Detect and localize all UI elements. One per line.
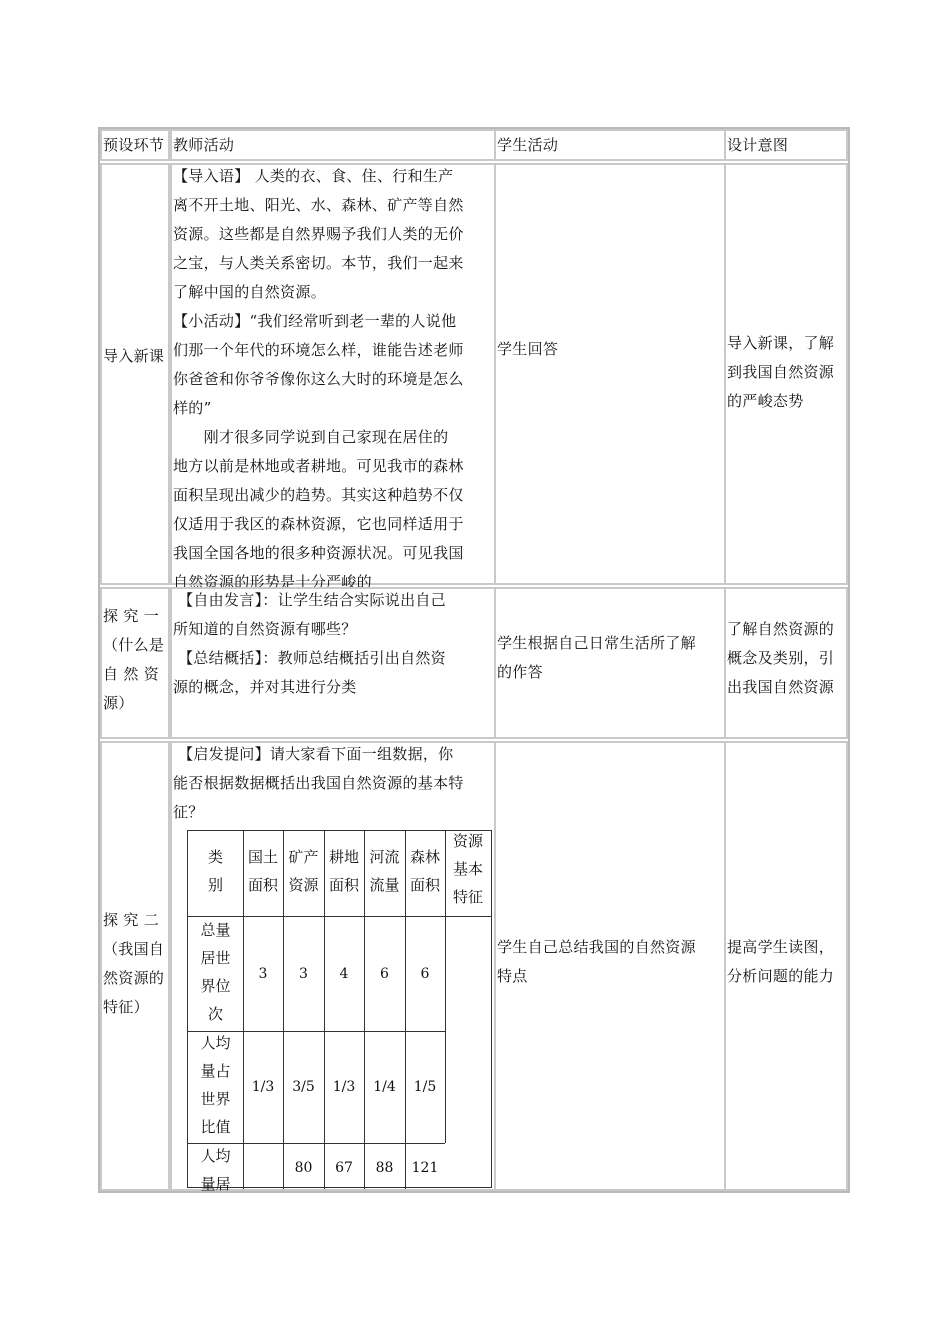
row1-teacher-line: 你爸爸和你爷爷像你这么大时的环境是怎么 [173,370,464,388]
row2-intent-line: 概念及类别，引 [727,649,835,667]
row1-teacher-cell [170,163,496,591]
row3-stage-cell [100,741,170,1191]
data-table-col-header-line: 基本 [452,860,483,878]
data-table-value: 3 [258,966,268,982]
header-stage-cell [100,129,170,161]
data-table-col-header [364,843,405,899]
data-table-col-header [324,843,364,899]
row1-stage-cell [100,163,170,585]
row3-stage-line: 然资源的 [103,969,165,987]
data-table-value: 80 [294,1160,313,1176]
data-table-col-header-line: 资源 [452,832,483,850]
header-stage: 预设环节 [103,136,165,154]
data-table-value: 6 [380,966,389,982]
data-table-col-header-line: 面积 [409,876,440,894]
row1-teacher-line: 离不开土地、阳光、水、森林、矿产等自然 [173,196,464,214]
data-table-row-label-line: 量居 [200,1175,231,1193]
data-table-col-header-line: 森林 [409,848,440,866]
row2-teacher-line: 【总结概括】：教师总结概括引出自然资 [173,649,446,667]
data-table-row-label-line: 量占 [200,1062,231,1080]
row3-student-line: 学生自己总结我国的自然资源 [497,938,696,956]
data-table-value: 88 [375,1160,394,1176]
data-table-value: 121 [411,1160,439,1176]
data-table-value: 3/5 [292,1079,315,1095]
data-table-col-header-line: 类 [207,848,223,866]
data-table-row-label [188,1142,243,1198]
row1-intent-text [727,329,834,416]
row2-student-line: 的作答 [497,663,543,681]
row3-intent-text [727,933,834,991]
row2-stage-cell [100,587,170,739]
data-table-value: 1/3 [251,1079,275,1095]
row1-teacher-line: 自然资源的形势是十分严峻的 [173,573,372,591]
row2-student-text [497,629,696,687]
data-table-col-header-line: 资源 [288,876,319,894]
row3-student-cell [494,741,726,1191]
data-table-col-header [405,843,445,899]
row1-teacher-line: 【小活动】“我们经常听到老一辈的人说他 [173,312,457,330]
data-table-row-label [188,1029,243,1141]
data-table-row-label-line: 世界 [200,1090,231,1108]
row2-student-cell [494,587,726,739]
header-intent: 设计意图 [727,136,789,154]
row1-teacher-text [173,162,464,597]
row2-intent-text [727,615,834,702]
row1-student: 学生回答 [497,340,559,358]
row1-teacher-line: 【导入语】 人类的衣、食、住、行和生产 [173,167,454,185]
row3-intent-line: 提高学生读图， [727,938,835,956]
data-table-col-header [283,843,324,899]
data-table-col-header [243,843,283,899]
data-table-col-header [445,827,491,911]
row1-teacher-line: 刚才很多同学说到自己家现在居住的 [173,428,449,446]
data-table-col-header-line: 耕地 [328,848,359,866]
row2-stage-line: 自 然 资 [103,665,160,683]
data-table-row-label-line: 人均 [200,1034,231,1052]
row2-stage-line: 源） [103,694,134,712]
row3-student-line: 特点 [497,967,528,985]
data-table-value: 1/5 [413,1079,437,1095]
data-table-col-header-line: 矿产 [288,848,319,866]
row1-teacher-line: 仅适用于我区的森林资源，它也同样适用于 [173,515,464,533]
row1-student-cell [494,163,726,585]
data-table-value: 3 [299,966,308,982]
row3-intent-line: 分析问题的能力 [727,967,835,985]
row1-teacher-line: 我国全国各地的很多种资源状况。可见我国 [173,544,464,562]
header-teacher: 教师活动 [173,136,235,154]
data-table-col-header-line: 面积 [247,876,278,894]
header-student-cell [494,129,726,161]
data-table-row-label-line: 总量 [200,921,231,939]
row3-stage-line: 特征） [103,998,149,1016]
data-table-value: 6 [420,966,430,982]
data-table-row-label-line: 次 [207,1005,223,1023]
header-intent-cell [724,129,848,161]
row1-stage: 导入新课 [103,347,165,365]
row2-intent-line: 了解自然资源的 [727,620,835,638]
row2-stage-line: 探 究 一 [103,607,160,625]
row1-intent-line: 到我国自然资源 [727,363,835,381]
data-table-col-header-line: 流量 [369,876,400,894]
row2-stage-text [103,602,171,718]
row3-teacher-line: 【启发提问】请大家看下面一组数据，你 [173,745,454,763]
row2-intent-cell [724,587,848,739]
row3-intent-cell [724,741,848,1191]
row3-teacher-text [173,740,464,827]
row3-stage-line: （我国自 [103,940,165,958]
header-teacher-cell [170,129,496,161]
resource-data-table [187,830,492,1193]
row2-stage-line: （什么是 [103,636,165,654]
row1-teacher-line: 地方以前是林地或者耕地。可见我市的森林 [173,457,464,475]
row2-teacher-text [173,586,446,702]
row2-teacher-cell [170,587,496,739]
row3-teacher-line: 能否根据数据概括出我国自然资源的基本特 [173,774,464,792]
row2-intent-line: 出我国自然资源 [727,678,835,696]
data-table-col-header-line: 面积 [328,876,359,894]
header-student: 学生活动 [497,136,559,154]
row2-student-line: 学生根据自己日常生活所了解 [497,634,696,652]
data-table-row-label-line: 界位 [200,977,231,995]
row3-teacher-line: 征？ [173,803,204,821]
data-table-value: 1/4 [373,1079,396,1095]
row2-teacher-line: 【自由发言】：让学生结合实际说出自己 [173,591,446,609]
row1-teacher-line: 样的” [173,399,212,417]
row1-intent-line: 导入新课，了解 [727,334,835,352]
row3-stage-text [103,906,171,1022]
data-table-row-label-line: 比值 [200,1118,231,1136]
row1-teacher-line: 了解中国的自然资源。 [173,283,327,301]
row1-teacher-line: 面积呈现出减少的趋势。其实这种趋势不仅 [173,486,464,504]
row1-teacher-line: 之宝，与人类关系密切。本节，我们一起来 [173,254,464,272]
row1-teacher-line: 们那一个年代的环境怎么样，谁能告述老师 [173,341,464,359]
data-table-value: 1/3 [332,1079,356,1095]
row1-teacher-line: 资源。这些都是自然界赐予我们人类的无价 [173,225,464,243]
row2-teacher-line: 所知道的自然资源有哪些？ [173,620,357,638]
row1-intent-line: 的严峻态势 [727,392,804,410]
data-table-row-label-line: 人均 [200,1147,231,1165]
data-table-col-header-line: 特征 [452,888,483,906]
data-table-value: 4 [339,966,349,982]
row3-student-text [497,933,696,991]
data-table-col-header-line: 别 [207,876,223,894]
data-table-col-header-line: 国土 [247,848,278,866]
data-table-value: 67 [335,1160,353,1176]
data-table-col-header [188,843,243,899]
row3-stage-line: 探 究 二 [103,911,160,929]
data-table-row-label-line: 居世 [200,949,231,967]
row2-teacher-line: 源的概念，并对其进行分类 [173,678,357,696]
data-table-row-label [188,916,243,1028]
row1-intent-cell [724,163,848,585]
data-table-col-header-line: 河流 [369,848,400,866]
